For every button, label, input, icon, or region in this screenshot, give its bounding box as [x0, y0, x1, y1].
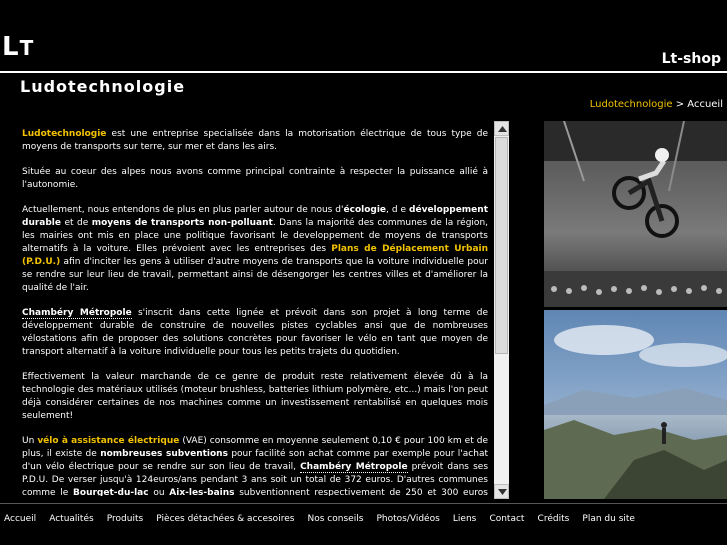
- bold-chambery-metropole[interactable]: Chambéry Métropole: [22, 308, 132, 318]
- paragraph-vae: [22, 435, 488, 496]
- content-scrollbar[interactable]: [494, 121, 509, 499]
- scroll-thumb[interactable]: [495, 137, 508, 354]
- nav-item-photos-videos[interactable]: Photos/Vidéos: [376, 514, 440, 524]
- breadcrumb: [590, 99, 723, 110]
- paragraph-location: Située au coeur des alpes nous avons comme principal contrainte à respecter la puissance allié à l'autonomie.: [22, 167, 488, 190]
- scroll-down-button[interactable]: [494, 484, 509, 499]
- text-fragment: prévoit dans ses P.D.U. De verser jusqu'à 124euros/ans pendant 3 ans soit un total de 372 euros. D'autres communes comme le: [22, 462, 488, 496]
- text-fragment: (VAE) consomme en moyenne seulement 0,10 € pour 100 km et de plus, il existe de: [22, 436, 488, 459]
- bold-bourget-du-lac[interactable]: Bourget-du-lac: [73, 488, 149, 496]
- bold-subventions: nombreuses subventions: [100, 449, 228, 459]
- nav-item-liens[interactable]: Liens: [452, 514, 477, 524]
- text-fragment: ou: [148, 488, 170, 496]
- triangle-up-icon: [498, 126, 507, 132]
- text-fragment: subventionnent respectivement de 250 et 300 euros: [239, 488, 488, 496]
- header-divider: [0, 71, 727, 73]
- nav-item-produits[interactable]: Produits: [106, 514, 144, 524]
- site-title: Ludotechnologie: [20, 77, 186, 96]
- nav-divider: [0, 503, 727, 504]
- breadcrumb-current: Accueil: [687, 99, 723, 110]
- logo-letter-l: L: [2, 32, 20, 62]
- lt-shop-link[interactable]: Lt-shop: [661, 51, 721, 67]
- highlight-vae: vélo à assistance électrique: [37, 436, 180, 446]
- text-fragment: et de: [61, 218, 92, 228]
- photo-lake-mountain: [544, 310, 727, 499]
- nav-item-plan-du-site[interactable]: Plan du site: [582, 514, 635, 524]
- text-fragment: Actuellement, nous entendons de plus en plus parler autour de nous d': [22, 205, 344, 215]
- paragraph-valeur: Effectivement la valeur marchande de ce genre de produit reste relativement élevée dû à la technologie des matériaux utilisés (moteur brushless, batteries lithium polymère, etc...) mais l'on peut déjà considérer certaines de nos machines comme un investissement rentabilisé en quelques mois seulement!: [22, 372, 488, 421]
- intro-text: est une entreprise specialisée dans la motorisation électrique de tous type de moyens de transports sur terre, sur mer et dans les airs.: [22, 129, 488, 152]
- text-fragment: s'inscrit dans cette lignée et prévoit dans son projet à long terme de développement durable de construire de nouvelles pistes cyclables ansi que de nombreuses vélostations afin de proposer des solutions concrètes pour favoriser le vélo en tant que moyen de transport alternatif à la voiture individuelle pour tous les petits trajets du quotidien.: [22, 308, 488, 357]
- nav-menu: [4, 506, 643, 525]
- text-fragment: Un: [22, 436, 38, 446]
- scroll-up-button[interactable]: [494, 121, 509, 136]
- nav-item-accueil[interactable]: Accueil: [4, 514, 37, 524]
- bold-developpement-durable: développement durable: [22, 205, 488, 228]
- triangle-down-icon: [498, 489, 507, 495]
- photo-motocross-jump: [544, 121, 727, 307]
- paragraph-chambery: [22, 307, 488, 359]
- breadcrumb-separator: >: [675, 99, 685, 110]
- text-fragment: pour facilité son achat comme par exemple pour l'achat d'un vélo électrique pour se rendre sur son lieu de travail,: [22, 449, 488, 472]
- nav-item-pieces-detachees[interactable]: Pièces détachées & accesoires: [156, 514, 295, 524]
- nav-item-credits[interactable]: Crédits: [537, 514, 570, 524]
- paragraph-intro: [22, 128, 488, 154]
- breadcrumb-home-link[interactable]: Ludotechnologie: [589, 99, 673, 110]
- bold-aix-les-bains[interactable]: Aix-les-bains: [169, 488, 234, 496]
- nav-item-contact[interactable]: Contact: [489, 514, 525, 524]
- footer-nav: [0, 503, 727, 524]
- logo-letter-t: T: [19, 36, 35, 60]
- highlight-pdu: Plans de Déplacement Urbain (P.D.U.): [22, 244, 488, 267]
- text-fragment: . Dans la majorité des communes de la région, les mairies ont mis en place une politique favorisant le developpement de moyens de transports alternatifs à la voiture. Elles prévoient avec les entreprises des: [22, 218, 488, 254]
- bold-ecologie: écologie: [343, 205, 387, 215]
- site-header: [0, 0, 727, 118]
- text-fragment: afin d'inciter les gens à utiliser d'autre moyens de transports que la voiture individuelle pour se rendre sur leur lieu de travail, permettant ainsi de désengorger les centres villes et d'améliorer la qualité de l'air.: [22, 257, 488, 293]
- bold-moyens-transports: moyens de transports non-polluant: [91, 218, 273, 228]
- bold-chambery-metropole-2[interactable]: Chambéry Métropole: [300, 462, 408, 472]
- text-fragment: , d e: [386, 205, 410, 215]
- nav-item-nos-conseils[interactable]: Nos conseils: [307, 514, 364, 524]
- nav-item-actualites[interactable]: Actualités: [49, 514, 94, 524]
- site-logo[interactable]: [2, 34, 34, 61]
- highlight-ludotechnologie: Ludotechnologie: [22, 129, 107, 139]
- paragraph-ecology: [22, 204, 488, 295]
- main-content: [22, 128, 488, 496]
